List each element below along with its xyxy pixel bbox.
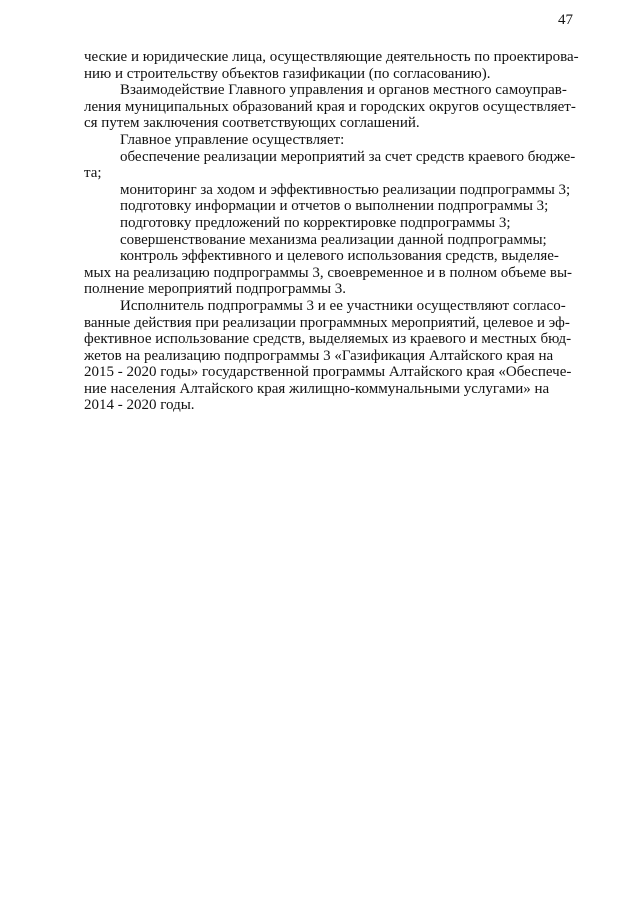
- paragraph-executor: Исполнитель подпрограммы 3 и ее участники осуществляют согласо- ванные действия при реализации программных мероприятий, целевое и эф- фективное использование средств, выделяемых из краевого и местных бюд- жетов на реализацию подпрограммы 3 «Газификация Алтайского края на 2015 - 2020 годы» государственной программы Алтайского края «Обеспече- ние населения Алтайского края жилищно-коммунальными услугами» на 2014 - 2020 годы.: [84, 297, 572, 414]
- paragraph-main-office-intro: Главное управление осуществляет:: [120, 131, 345, 148]
- list-item-control: контроль эффективного и целевого использования средств, выделяе- мых на реализацию подпрограммы 3, своевременное и в полном объеме вы- полнение мероприятий подпрограммы 3.: [84, 248, 573, 298]
- list-item-mechanism: совершенствование механизма реализации данной подпрограммы;: [120, 231, 547, 248]
- list-item-budget-funding: обеспечение реализации мероприятий за счет средств краевого бюдже- та;: [84, 148, 576, 182]
- paragraph-interaction: Взаимодействие Главного управления и органов местного самоупрaв- ления муниципальных образований края и городских округов осуществляет- ся путем заключения соответствующих соглашений.: [84, 82, 576, 132]
- list-item-reports: подготовку информации и отчетов о выполнении подпрограммы 3;: [120, 198, 549, 215]
- paragraph-continuation: ческие и юридические лица, осуществляющие деятельность по проектирова- нию и строительству объектов газификации (по согласованию).: [84, 49, 579, 82]
- list-item-adjustments: подготовку предложений по корректировке подпрограммы 3;: [120, 214, 511, 231]
- list-item-monitoring: мониторинг за ходом и эффективностью реализации подпрограммы 3;: [120, 181, 571, 198]
- page-number: 47: [558, 12, 573, 28]
- document-body: [84, 49, 604, 414]
